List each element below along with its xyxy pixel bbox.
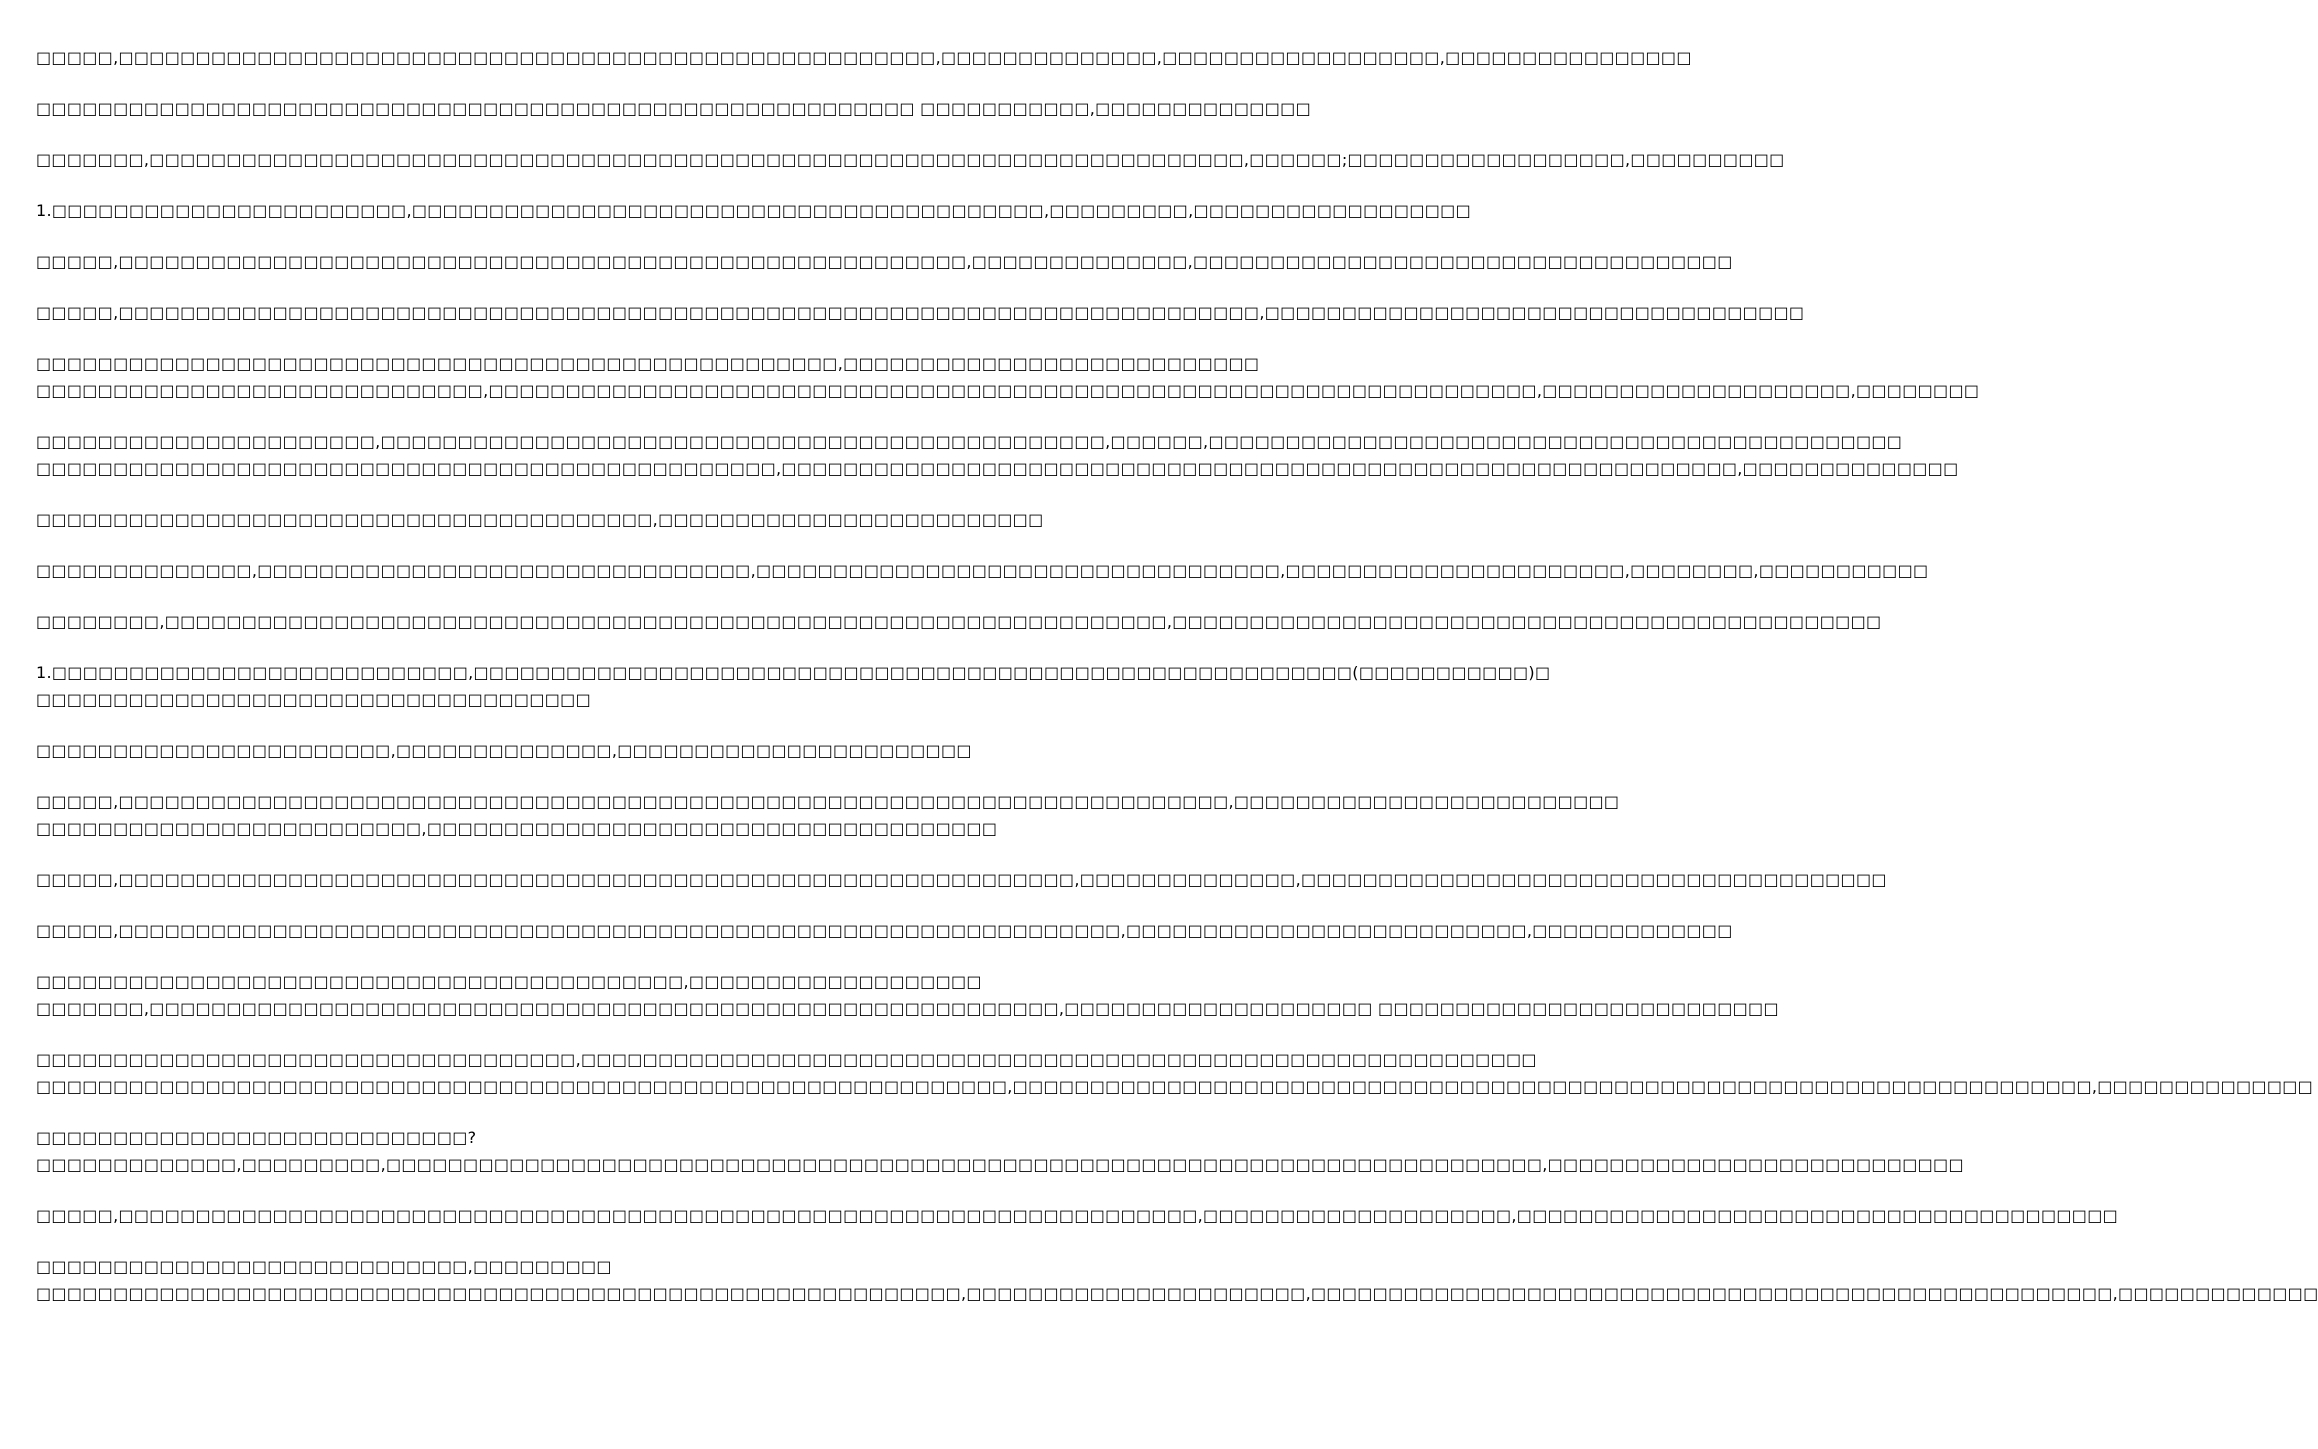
paragraph <box>36 197 1471 224</box>
text-line: □□□□□□□□□□□□□□□□□□□□□□□,□□□□□□□□□□□□□□,□□□□□□□□□□□□□□□□□□□□□□□ <box>36 741 972 760</box>
text-line: □□□□□□□□□□□□□□□□□□□□□□□□□□□□□,□□□□□□□□□□□□□□□□□□□□□□□□□□□□□□□□□□□□□□□□□□□□□□□□□□□□□□□□□□□□□□□□□□□□,□□□□□□□□□□□□□□□□□□□□,□□□□□□□□ <box>36 381 1980 400</box>
text-line: □□□□□□□□□□□□□□□□□□□□□□□□□□□□□□□□□□□□□□□□□□□□□□□□,□□□□□□□□□□□□□□□□□□□□□□□□□□□□□□□□□□□□□□□□□□□□□□□□□□□□□□□□□□□□□□,□□□□□□□□□□□□□□ <box>36 459 1959 478</box>
text-line: □□□□□,□□□□□□□□□□□□□□□□□□□□□□□□□□□□□□□□□□□□□□□□□□□□□□□□□□□□□□□□□□□□□□□□□□□□□□□□,□□□□□□□□□□□□□□□□□□□□□□□□□ <box>36 792 1620 811</box>
text-line: □□□□□□□□□□□□□□□□□□□□□□□□□□□□,□□□□□□□□□ <box>36 1257 612 1276</box>
paragraph <box>36 968 1779 1022</box>
paragraph <box>36 557 1929 584</box>
text-line: □□□□□,□□□□□□□□□□□□□□□□□□□□□□□□□□□□□□□□□□□□□□□□□□□□□□□□□□□□□□□,□□□□□□□□□□□□□□,□□□□□□□□□□□□□□□□□□□□□□□□□□□□□□□□□□□ <box>36 252 1733 271</box>
text-line: □□□□□,□□□□□□□□□□□□□□□□□□□□□□□□□□□□□□□□□□□□□□□□□□□□□□□□□□□□□□□□□□□□□□,□□□□□□□□□□□□□□,□□□□□□□□□□□□□□□□□□□□□□□□□□□□□□□□□□□□□□ <box>36 870 1887 889</box>
text-line: □□□□□,□□□□□□□□□□□□□□□□□□□□□□□□□□□□□□□□□□□□□□□□□□□□□□□□□□□□□,□□□□□□□□□□□□□□,□□□□□□□□□□□□□□□□□□,□□□□□□□□□□□□□□□□ <box>36 48 1692 67</box>
paragraph <box>36 1202 2119 1229</box>
paragraph <box>36 1124 1964 1178</box>
text-line: □□□□□□□□□□□□□□,□□□□□□□□□□□□□□□□□□□□□□□□□□□□□□□□,□□□□□□□□□□□□□□□□□□□□□□□□□□□□□□□□□□,□□□□□□□□□□□□□□□□□□□□□□,□□□□□□□□,□□□□□□□□□□□ <box>36 561 1929 580</box>
text-line: □□□□□□□,□□□□□□□□□□□□□□□□□□□□□□□□□□□□□□□□□□□□□□□□□□□□□□□□□□□□□□□□□□□,□□□□□□□□□□□□□□□□□□□□ □□□□□□□□□□□□□□□□□□□□□□□□□□ <box>36 999 1779 1018</box>
paragraph <box>36 146 1785 173</box>
text-line: □□□□□□□□□□□□□□□□□□□□□□□□□□□□□□□□□□□□□□□□,□□□□□□□□□□□□□□□□□□□□□□□□□ <box>36 510 1044 529</box>
text-line: □□□□□□□□□□□□□□□□□□□□□□□□□□□□□□□□□□□□□□□□□□□□□□□□□□□□,□□□□□□□□□□□□□□□□□□□□□□□□□□□ <box>36 354 1260 373</box>
document-body <box>36 44 2318 1331</box>
paragraph <box>36 95 1311 122</box>
text-line: □□□□□□□□□□□□□□□□□□□□□□□□□□□□? <box>36 1128 477 1147</box>
paragraph <box>36 350 1980 404</box>
paragraph <box>36 1253 2318 1307</box>
text-line: □□□□□,□□□□□□□□□□□□□□□□□□□□□□□□□□□□□□□□□□□□□□□□□□□□□□□□□□□□□□□□□□□□□□□□□□□□□□,□□□□□□□□□□□□□□□□□□□□,□□□□□□□□□□□□□□□□□□□□□□□□□□□□□□□□□□□□□□□ <box>36 1206 2119 1225</box>
paragraph <box>36 866 1887 893</box>
text-line: □□□□□□□□□□□□□□□□□□□□□□□□□□□□□□□□□□□□□□□□□□□□□□□□□□□□□□□□□ □□□□□□□□□□□,□□□□□□□□□□□□□□ <box>36 99 1311 118</box>
text-line: □□□□□,□□□□□□□□□□□□□□□□□□□□□□□□□□□□□□□□□□□□□□□□□□□□□□□□□□□□□□□□□□□□□□□□□,□□□□□□□□□□□□□□□□□□□□□□□□□□,□□□□□□□□□□□□□ <box>36 921 1733 940</box>
paragraph <box>36 737 988 764</box>
paragraph <box>36 917 1733 944</box>
paragraph <box>36 506 1044 533</box>
text-line: 1.□□□□□□□□□□□□□□□□□□□□□□□□□□□,□□□□□□□□□□□□□□□□□□□□□□□□□□□□□□□□□□□□□□□□□□□□□□□□□□□□□□□□□(□□□□□□□□□□□)□ <box>36 663 1551 682</box>
text-line: □□□□□□□,□□□□□□□□□□□□□□□□□□□□□□□□□□□□□□□□□□□□□□□□□□□□□□□□□□□□□□□□□□□□□□□□□□□□□□□,□□□□□□;□□□□□□□□□□□□□□□□□□,□□□□□□□□□□ <box>36 150 1785 169</box>
paragraph <box>36 248 1733 275</box>
paragraph <box>36 788 1620 842</box>
text-line: □□□□□□□□□□□□□□□□□□□□□□□□□□□□□□□□□□□□□□□□□□,□□□□□□□□□□□□□□□□□□□ <box>36 972 982 991</box>
paragraph <box>36 299 1805 326</box>
paragraph <box>36 659 1551 713</box>
paragraph <box>36 44 1692 71</box>
text-line: 1.□□□□□□□□□□□□□□□□□□□□□□□,□□□□□□□□□□□□□□□□□□□□□□□□□□□□□□□□□□□□□□□□□,□□□□□□□□□,□□□□□□□□□□□□□□□□□□ <box>36 201 1471 220</box>
text-line: □□□□□□□□□□□□□□□□□□□□□□□□□□□□□□□□□□□□□□□□□□□□□□□□□□□□□□□□□□□□□□□,□□□□□□□□□□□□□□□□□□□□□□□□□□□□□□□□□□□□□□□□□□□□□□□□□□□□□□□□□□□□□□□□□□□□□□,□□□□□□□□□□□□□□ <box>36 1077 2314 1096</box>
paragraph <box>36 428 1959 482</box>
text-line: □□□□□□□□□□□□□□□□□□□□□□□□□,□□□□□□□□□□□□□□□□□□□□□□□□□□□□□□□□□□□□□ <box>36 819 998 838</box>
paragraph <box>36 1046 2314 1100</box>
text-line: □□□□□□□□□□□□□□□□□□□□□□□□□□□□□□□□□□□□ <box>36 690 592 709</box>
text-line: □□□□□□□□□□□□□,□□□□□□□□□,□□□□□□□□□□□□□□□□□□□□□□□□□□□□□□□□□□□□□□□□□□□□□□□□□□□□□□□□□□□□□□□□□□□□□□□□□□□,□□□□□□□□□□□□□□□□□□□□□□□□□□□ <box>36 1155 1964 1174</box>
text-line: □□□□□□□□□□□□□□□□□□□□□□,□□□□□□□□□□□□□□□□□□□□□□□□□□□□□□□□□□□□□□□□□□□□□□□,□□□□□□,□□□□□□□□□□□□□□□□□□□□□□□□□□□□□□□□□□□□□□□□□□□□□ <box>36 432 1903 451</box>
text-line: □□□□□□□□□□□□□□□□□□□□□□□□□□□□□□□□□□□,□□□□□□□□□□□□□□□□□□□□□□□□□□□□□□□□□□□□□□□□□□□□□□□□□□□□□□□□□□□□□□ <box>36 1050 1537 1069</box>
text-line: □□□□□□□□□□□□□□□□□□□□□□□□□□□□□□□□□□□□□□□□□□□□□□□□□□□□□□□□□□□□,□□□□□□□□□□□□□□□□□□□□□□,□□□□□□□□□□□□□□□□□□□□□□□□□□□□□□□□□□□□□□□□□□□□□□□□□□□□,□□□□□□□□□□□□□ <box>36 1284 2318 1303</box>
text-line: □□□□□,□□□□□□□□□□□□□□□□□□□□□□□□□□□□□□□□□□□□□□□□□□□□□□□□□□□□□□□□□□□□□□□□□□□□□□□□□□,□□□□□□□□□□□□□□□□□□□□□□□□□□□□□□□□□□□ <box>36 303 1805 322</box>
paragraph <box>36 608 1882 635</box>
text-line: □□□□□□□□,□□□□□□□□□□□□□□□□□□□□□□□□□□□□□□□□□□□□□□□□□□□□□□□□□□□□□□□□□□□□□□□□□,□□□□□□□□□□□□□□□□□□□□□□□□□□□□□□□□□□□□□□□□□□□□□□ <box>36 612 1882 631</box>
